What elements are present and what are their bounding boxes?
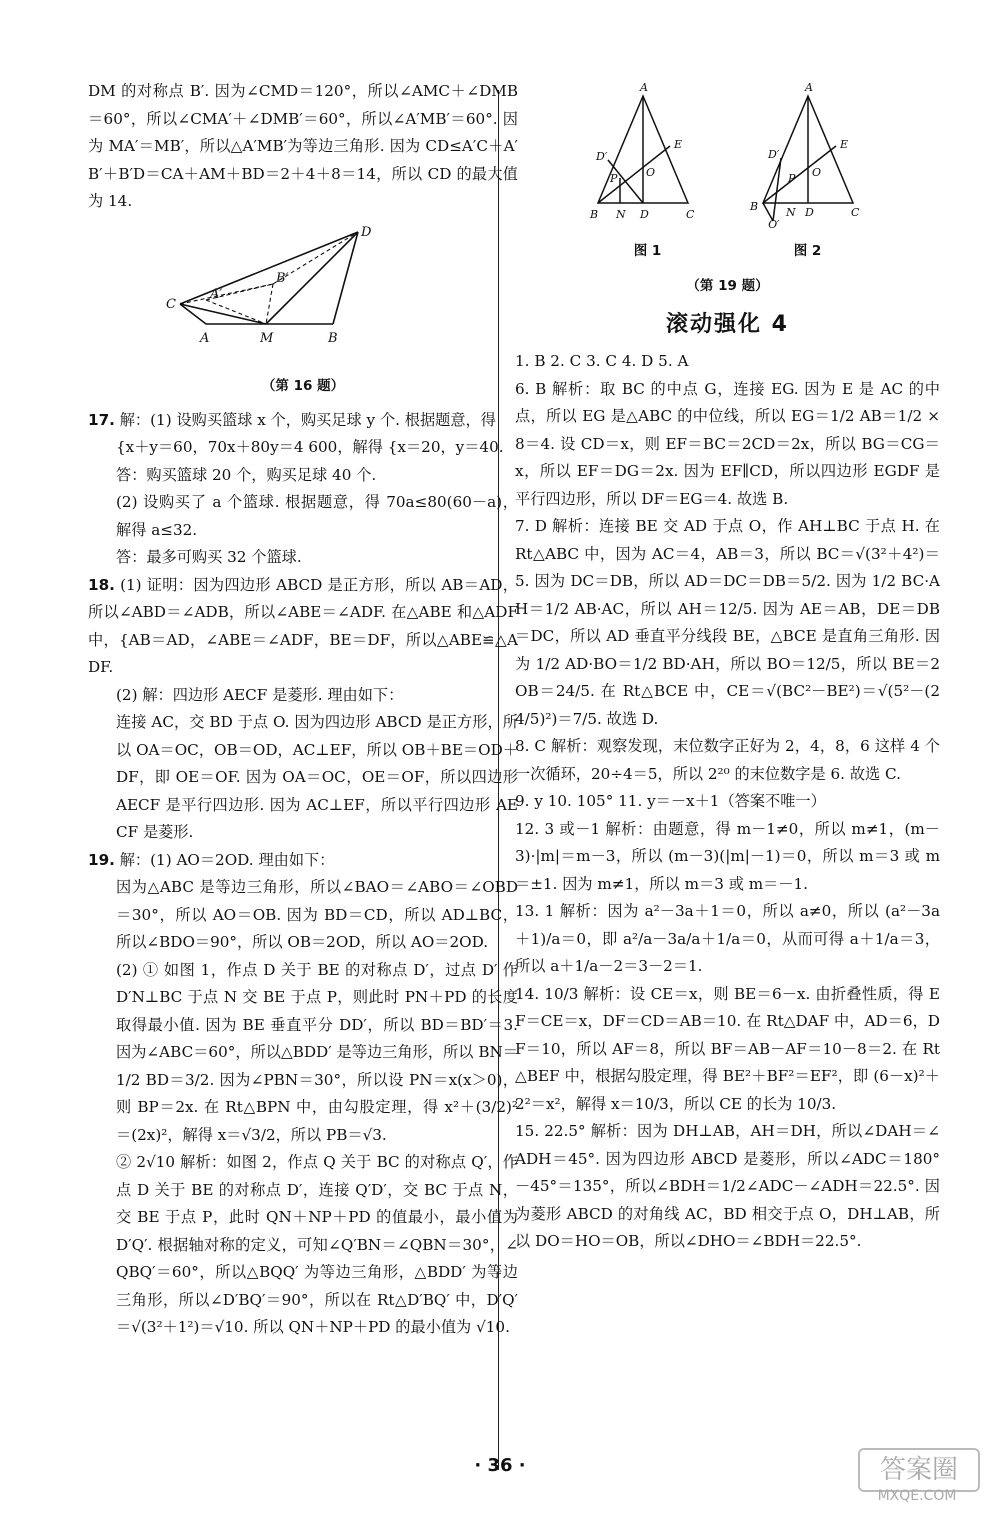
fig1-label-d-prime: D′ xyxy=(595,150,607,163)
q16-continued: DM 的对称点 B′. 因为∠CMD＝120°，所以∠AMC＋∠DMB＝60°，所以∠CMA′＋∠DMB′＝60°，所以∠A′MB′＝60°. 因为 MA′＝MB′，所以△A′MB′为等边三角形. 因为 CD≤A′C＋A′B′＋B′D＝CA＋AM＋BD＝2＋4＋8＝14，所以 CD 的最大值为 14. xyxy=(88,82,518,210)
q17-heading xyxy=(88,407,518,435)
q19-reason: 因为△ABC 是等边三角形，所以∠BAO＝∠ABO＝∠OBD＝30°，所以 AO＝OB. 因为 BD＝CD，所以 AD⊥BC，所以∠BDO＝90°，所以 OB＝2OD，所以 AO＝2OD. xyxy=(116,878,518,951)
q18-heading xyxy=(88,572,518,682)
fig2-label-o: O xyxy=(811,166,821,179)
label-b: B xyxy=(328,330,338,346)
label-m: M xyxy=(260,330,274,346)
answer-13: 13. 1 解析：因为 a²－3a＋1＝0，所以 a≠0，所以 (a²－3a＋1)/a＝0，即 a²/a－3a/a＋1/a＝0，从而可得 a＋1/a＝3，所以 a＋1/a－2＝3－2＝1. xyxy=(515,902,940,975)
figures-q19 xyxy=(515,78,940,271)
figure-1 xyxy=(588,78,708,271)
q18-number: 18. xyxy=(88,575,115,594)
q17-answer1: 答：购买篮球 20 个，购买足球 40 个. xyxy=(116,465,377,484)
fig2-label-d: D xyxy=(804,206,814,219)
caption-q19: （第 19 题） xyxy=(686,278,769,294)
answer-8: 8. C 解析：观察发现，末位数字正好为 2，4，8，6 这样 4 个一次循环，20÷4＝5，所以 2²⁰ 的末位数字是 6. 故选 C. xyxy=(515,737,940,783)
q19-part2-1: (2) ① 如图 1，作点 D 关于 BE 的对称点 D′，过点 D′ 作 D′N⊥BC 于点 N 交 BE 于点 P，则此时 PN＋PD 的长度取得最小值. 因为 BE 垂直平分 DD′，所以 BD＝BD′＝3. 因为∠ABC＝60°，所以△BDD′ 是等边三角形，所以 BN＝1/2 BD＝3/2. 因为∠PBN＝30°，所以设 PN＝x(x＞0)，则 BP＝2x. 在 Rt△BPN 中，由勾股定理，得 x²＋(3/2)²＝(2x)²，解得 x＝√3/2，所以 PB＝√3. xyxy=(116,960,518,1144)
q19-heading xyxy=(88,847,518,875)
answer-15: 15. 22.5° 解析：因为 DH⊥AB，AH＝DH，所以∠DAH＝∠ADH＝45°. 因为四边形 ABCD 是菱形，所以∠ADC＝180°－45°＝135°，所以∠BDH＝1/2∠ADC－∠ADH＝22.5°. 因为菱形 ABCD 的对角线 AC，BD 相交于点 O，DH⊥AB，所以 DO＝HO＝OB，所以∠DHO＝∠BDH＝22.5°. xyxy=(515,1122,940,1250)
fig1-label-o: O xyxy=(645,166,655,179)
q17-part2: (2) 设购买了 a 个篮球. 根据题意，得 70a≤80(60－a)，解得 a≤32. xyxy=(116,493,518,539)
answer-6: 6. B 解析：取 BC 的中点 G，连接 EG. 因为 E 是 AC 的中点，所以 EG 是△ABC 的中位线，所以 EG＝1/2 AB＝1/2 × 8＝4. 设 CD＝x，则 EF＝BC＝2CD＝2x，所以 BG＝CG＝x，所以 EF＝DG＝2x. 因为 EF∥CD，所以四边形 EGDF 是平行四边形，所以 DF＝EG＝4. 故选 B. xyxy=(515,379,940,508)
answer-12: 12. 3 或－1 解析：由题意，得 m－1≠0，所以 m≠1，(m－3)·|m|＝m－3，所以 (m－3)(|m|－1)＝0，所以 m＝3 或 m＝±1. 因为 m≠1，所以 m＝3 或 m＝－1. xyxy=(515,819,940,893)
watermark-logo xyxy=(858,1448,978,1504)
label-a: A xyxy=(200,330,210,346)
q16-diagram xyxy=(88,222,518,362)
fig1-label-n: N xyxy=(615,208,626,221)
q19-part2-2: ② 2√10 解析：如图 2，作点 Q 关于 BC 的对称点 Q′，作点 D 关于 BE 的对称点 D′，连接 Q′D′，交 BC 于点 N，交 BE 于点 P，此时 QN＋NP＋PD 的值最小，最小值为 D′Q′. 根据轴对称的定义，可知∠Q′BN＝∠QBN＝30°，∠QBQ′＝60°，所以△BQQ′ 为等边三角形，△BDD′ 为等边三角形，所以∠D′BQ′＝90°，所以在 Rt△D′BQ′ 中，D′Q′＝√(3²＋1²)＝√10. 所以 QN＋NP＋PD 的最小值为 √10. xyxy=(116,1153,518,1336)
q19-figure1-diagram xyxy=(588,78,708,228)
label-d: D xyxy=(361,224,372,240)
fig2-label-e: E xyxy=(839,138,848,151)
q19-part1: 解：(1) AO＝2OD. 理由如下： xyxy=(119,850,335,869)
q19-number: 19. xyxy=(88,850,115,869)
left-column xyxy=(88,78,518,1342)
label-a-prime: A′ xyxy=(210,286,223,302)
watermark-url: MXQE.COM xyxy=(877,1488,957,1504)
q17-answer2: 答：最多可购买 32 个篮球. xyxy=(116,548,302,566)
fig2-label-q-prime: Q′ xyxy=(767,218,780,228)
fig2-label-c: C xyxy=(850,206,859,219)
fig2-label-n: N xyxy=(785,206,796,219)
answer-7: 7. D 解析：连接 BE 交 AD 于点 O，作 AH⊥BC 于点 H. 在 Rt△ABC 中，因为 AC＝4，AB＝3，所以 BC＝√(3²＋4²)＝5. 因为 DC＝DB，所以 AD＝DC＝DB＝5/2. 因为 1/2 BC·AH＝1/2 AB·AC，所以 AH＝12/5. 因为 AE＝AB，DE＝DB＝DC，所以 AD 垂直平分线段 BE，△BCE 是直角三角形. 因为 1/2 AD·BO＝1/2 BD·AH，所以 BO＝12/5，所以 BE＝2OB＝24/5. 在 Rt△BCE 中，CE＝√(BC²－BE²)＝√(5²－(24/5)²)＝7/5. 故选 D. xyxy=(515,517,940,728)
page-number: · 36 · xyxy=(474,1455,526,1476)
label-c: C xyxy=(166,296,176,312)
q17-part1: 解：(1) 设购买篮球 x 个，购买足球 y 个. 根据题意，得 xyxy=(119,410,496,429)
section-title: 滚动强化 4 xyxy=(666,311,789,337)
fig1-label-e: E xyxy=(673,138,682,151)
q18-part2: (2) 解：四边形 AECF 是菱形. 理由如下： xyxy=(116,685,404,704)
caption-q16: （第 16 题） xyxy=(261,378,345,394)
answer-14: 14. 10/3 解析：设 CE＝x，则 BE＝6－x. 由折叠性质，得 EF＝CE＝x，DF＝CD＝AB＝10. 在 Rt△DAF 中，AD＝6，DF＝10，所以 AF＝8，所以 BF＝AB－AF＝10－8＝2. 在 Rt△BEF 中，根据勾股定理，得 BE²＋BF²＝EF²，即 (6－x)²＋2²＝x²，解得 x＝10/3，所以 CE 的长为 10/3. xyxy=(515,984,940,1113)
q17-system: {x＋y＝60，70x＋80y＝4 600，解得 {x＝20，y＝40. xyxy=(116,438,504,456)
fig1-label-b: B xyxy=(589,208,598,221)
q18-proof: 连接 AC，交 BD 于点 O. 因为四边形 ABCD 是正方形，所以 OA＝OC，OB＝OD，AC⊥EF，所以 OB＋BE＝OD＋DF，即 OE＝OF. 因为 OA＝OC，OE＝OF，所以四边形 AECF 是平行四边形. 因为 AC⊥EF，所以平行四边形 AECF 是菱形. xyxy=(116,713,518,841)
watermark-text: 答案圈 xyxy=(858,1448,980,1492)
fig2-label-a: A xyxy=(804,81,813,94)
fig1-label-c: C xyxy=(685,208,694,221)
answers-9-11: 9. y 10. 105° 11. y＝－x＋1（答案不唯一） xyxy=(515,792,826,810)
label-b-prime: B′ xyxy=(276,270,289,286)
fig1-label-a: A xyxy=(639,81,648,94)
figure-q16 xyxy=(88,222,518,372)
fig1-label-d: D xyxy=(639,208,649,221)
figure-2 xyxy=(748,78,868,271)
fig2-label-b: B xyxy=(749,200,758,213)
fig2-label-d-prime: D′ xyxy=(767,148,779,161)
right-column xyxy=(515,78,940,1256)
fig1-label-p: P xyxy=(609,172,617,185)
answers-1-5: 1. B 2. C 3. C 4. D 5. A xyxy=(515,352,689,370)
q18-part1: (1) 证明：因为四边形 ABCD 是正方形，所以 AB＝AD，所以∠ABD＝∠ADB，所以∠ABE＝∠ADF. 在△ABE 和△ADF 中，{AB＝AD，∠ABE＝∠ADF，BE＝DF，所以△ABE≌△ADF. xyxy=(88,575,518,676)
figure-1-label: 图 1 xyxy=(633,242,662,259)
q17-number: 17. xyxy=(88,410,115,429)
q19-figure2-diagram xyxy=(748,78,868,228)
fig2-label-p: P xyxy=(787,172,795,185)
figure-2-label: 图 2 xyxy=(793,242,822,259)
